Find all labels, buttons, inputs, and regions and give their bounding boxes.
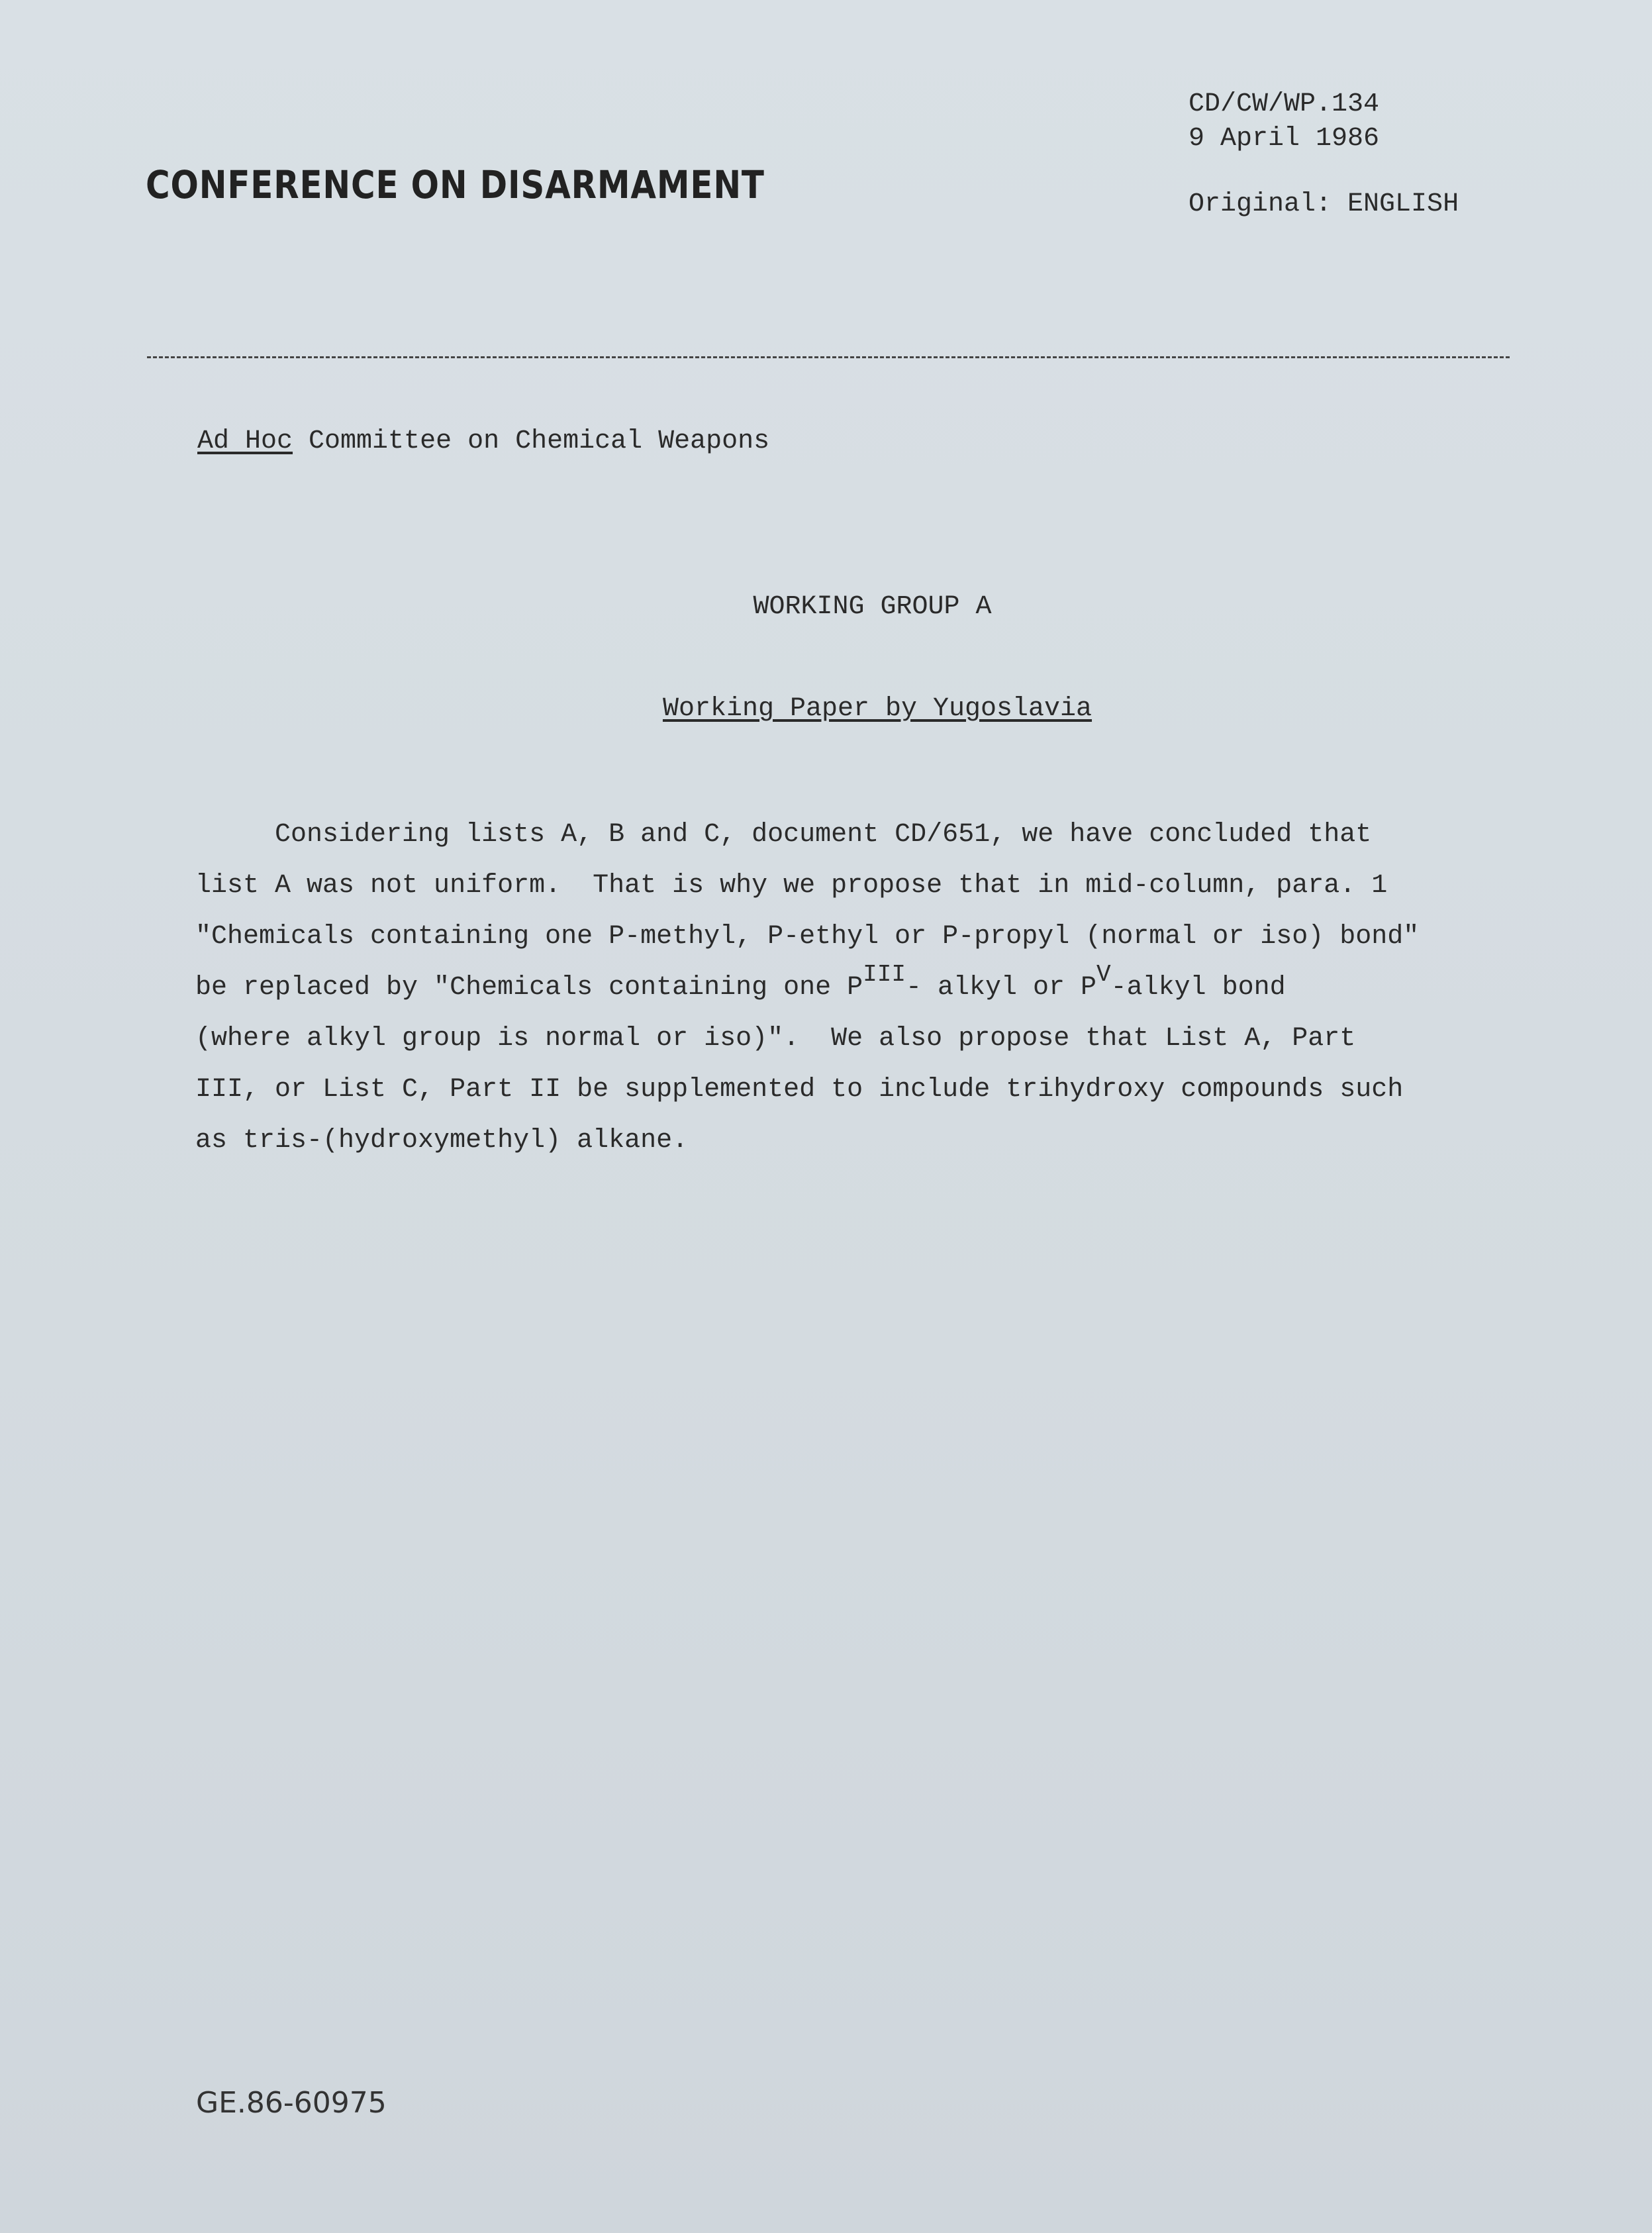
body-text-segment: -alkyl bond (1110, 973, 1286, 1003)
body-paragraph (195, 809, 1520, 1166)
body-text-segment: - alkyl or P (905, 973, 1097, 1003)
document-date: 9 April 1986 (1189, 124, 1380, 154)
superscript: V (1096, 961, 1111, 988)
body-line: Considering lists A, B and C, document CD/651, we have concluded that (195, 820, 1372, 850)
header-divider (147, 356, 1510, 358)
body-line: III, or List C, Part II be supplemented to include trihydroxy compounds such (195, 1075, 1404, 1105)
body-line: "Chemicals containing one P-methyl, P-ethyl or P-propyl (normal or iso) bond" (195, 922, 1420, 952)
job-number: GE.86-60975 (196, 2086, 387, 2120)
paper-title (0, 694, 1652, 724)
working-group-heading: WORKING GROUP A (753, 592, 992, 622)
body-line: as tris-(hydroxymethyl) alkane. (195, 1126, 689, 1156)
body-line-with-superscripts (195, 962, 1520, 1013)
document-symbol: CD/CW/WP.134 (1189, 89, 1380, 119)
body-text-segment: be replaced by "Chemicals containing one P (195, 973, 863, 1003)
body-line: list A was not uniform. That is why we propose that in mid-column, para. 1 (195, 871, 1388, 901)
committee-name: Committee on Chemical Weapons (293, 426, 770, 456)
body-line: (where alkyl group is normal or iso)". We also propose that List A, Part (195, 1024, 1356, 1054)
committee-prefix: Ad Hoc (197, 426, 293, 456)
document-symbol-block (1189, 87, 1379, 156)
paper-title-text: Working Paper by Yugoslavia (662, 694, 1093, 724)
organization-title: CONFERENCE ON DISARMAMENT (146, 162, 765, 207)
original-language: Original: ENGLISH (1189, 189, 1459, 219)
superscript: III (863, 961, 906, 988)
committee-line (197, 426, 769, 456)
